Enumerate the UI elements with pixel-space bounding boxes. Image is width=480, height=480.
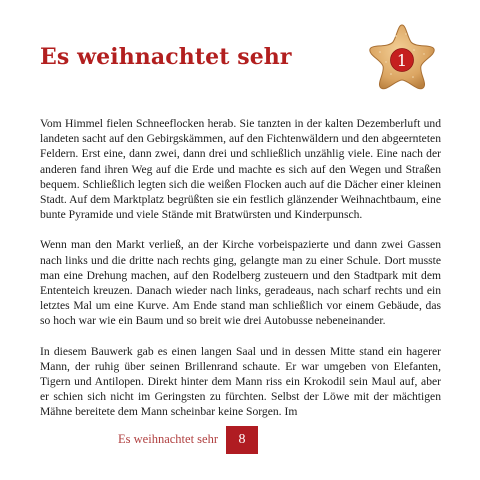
star-cookie-icon: [366, 22, 438, 94]
page-number: 8: [226, 426, 258, 454]
chapter-title: Es weihnachtet sehr: [40, 44, 292, 70]
paragraph: Wenn man den Markt verließ, an der Kirche vorbeispazierte und dann zwei Gassen nach links und die dritte nach rechts ging, gelangte man zu einer Schule. Dort musste man eine Drehung machen, auf den Rodelberg zusteuern und den Stadtpark mit dem Ententeich kreuzen. Danach wieder nach links, geradeaus, nach scharf rechts und ein letztes Mal um eine Kurve. Am Ende stand man schließlich vor einem Gebäude, das so hoch war wie ein Baum und so breit wie drei Autobusse nebeneinander.: [40, 238, 441, 328]
chapter-number: 1: [396, 51, 408, 70]
paragraph: In diesem Bauwerk gab es einen langen Saal und in dessen Mitte stand ein hagerer Mann, der ruhig über seinen Brillenrand schaute. Er war umgeben von Elefanten, Tigern und Antilopen. Direkt hinter dem Mann riss ein Krokodil sein Maul auf, aber er schien sich nicht im Geringsten zu fürchten. Selbst der Löwe mit der mächtigen Mähne bereitete dem Mann scheinbar keine Sorgen. Im: [40, 344, 441, 419]
paragraph: Vom Himmel fielen Schneeflocken herab. Sie tanzten in der kalten Dezemberluft und landeten sacht auf den Gebirgskämmen, auf den Fichtenwäldern und den abgeernteten Feldern. Erst eine, dann zwei, dann drei und schließlich unzählig viele. Eine nach der anderen fand ihren Weg auf die Erde und machte es sich auf den Wegen und Straßen bequem. Schließlich legten sich die weißen Flocken auch auf die Dächer einer kleinen Stadt. Auf dem Marktplatz begrüßten sie ein festlich glänzender Weihnachtbaum, eine bunte Pyramide und viele Stände mit Bratwürsten und Kinderpunsch.: [40, 117, 441, 222]
body-text: [40, 116, 441, 435]
footer-book-title: Es weihnachtet sehr: [118, 432, 218, 446]
page-footer: [0, 426, 480, 454]
star-cookie-graphic: [366, 22, 438, 94]
